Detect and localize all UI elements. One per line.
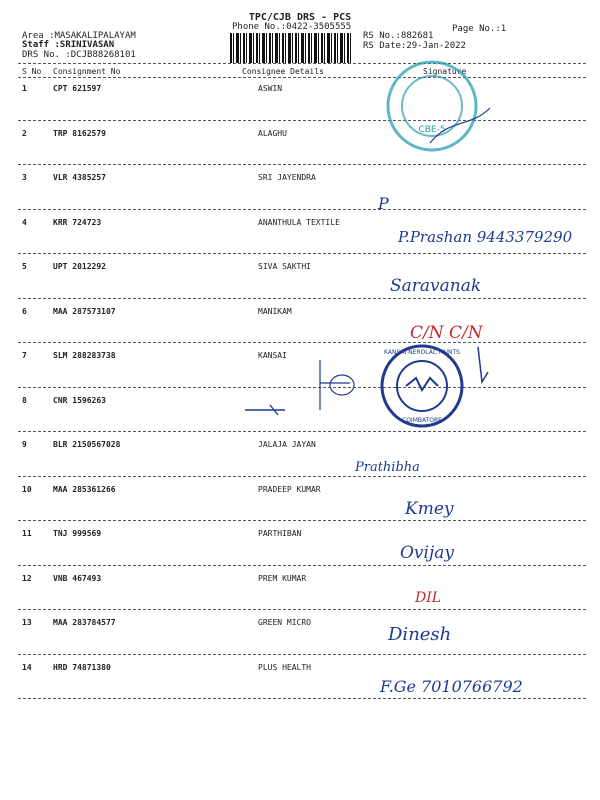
row-divider <box>18 654 586 655</box>
drs-number: DRS No. :DCJB88268101 <box>22 50 136 60</box>
row-consignee: JALAJA JAYAN <box>258 440 316 449</box>
row-consignment: CPT 621597 <box>53 84 102 93</box>
row-signature: Prathibha <box>355 460 420 475</box>
stamp-label: CBE-5 <box>418 125 446 135</box>
row-sno: 5 <box>22 262 27 271</box>
barcode <box>230 33 352 63</box>
row-consignment: HRD 74871380 <box>53 662 111 672</box>
row-divider <box>18 120 586 121</box>
row-signature: P <box>378 194 389 213</box>
kansai-stamp <box>378 342 508 432</box>
row-sno: 13 <box>22 618 32 627</box>
row-sno: 3 <box>22 173 27 182</box>
row-sno: 12 <box>22 573 32 583</box>
row-divider <box>18 520 586 521</box>
column-header-sno: S No <box>22 67 42 76</box>
row-consignment: MAA 285361266 <box>53 484 116 494</box>
row-signature: Dinesh <box>388 624 452 645</box>
row-signature: DIL <box>415 589 442 606</box>
stamp-label: KANSAI NEROLAC PAINTS <box>384 349 460 356</box>
row-consignee: SRI JAYENDRA <box>258 173 316 182</box>
row-divider <box>18 209 586 210</box>
stamp-sublabel: COIMBATORE <box>402 417 442 424</box>
row-divider <box>18 698 586 699</box>
row-signature: F.Ge 7010766792 <box>380 676 523 696</box>
page-number: Page No.:1 <box>452 24 507 34</box>
row-sno: 9 <box>22 440 27 449</box>
row-consignment: TNJ 999569 <box>53 529 102 538</box>
row-consignee: PREM KUMAR <box>258 573 307 583</box>
divider <box>18 77 586 78</box>
row-sno: 7 <box>22 351 27 360</box>
row-sno: 6 <box>22 306 27 316</box>
row-sno: 1 <box>22 84 27 93</box>
row-consignment: CNR 1596263 <box>53 395 106 405</box>
row-consignee: GREEN MICRO <box>258 618 311 627</box>
row-consignment: TRP 8162579 <box>53 128 106 138</box>
column-header-signature: Signature <box>423 67 467 76</box>
row-consignee: SIVA SAKTHI <box>258 262 311 271</box>
row-sno: 4 <box>22 217 27 227</box>
column-header-consignee: Consignee Details <box>242 67 324 76</box>
row-consignment: SLM 288283738 <box>53 351 116 360</box>
row-consignment: MAA 287573107 <box>53 306 116 316</box>
rs-date: RS Date:29-Jan-2022 <box>363 41 466 51</box>
row-sno: 14 <box>22 662 32 672</box>
row-sno: 8 <box>22 395 27 405</box>
row-divider <box>18 609 586 610</box>
row-consignment: UPT 2012292 <box>53 262 106 271</box>
row-signature: Ovijay <box>400 543 454 563</box>
row-consignee: ASWIN <box>258 84 283 93</box>
company-stamp <box>380 58 500 158</box>
row-consignee: ANANTHULA TEXTILE <box>258 217 340 227</box>
row-sno: 10 <box>22 484 32 494</box>
row-consignee: PARTHIBAN <box>258 529 302 538</box>
row-signature: Saravanak <box>390 276 482 296</box>
row-divider <box>18 476 586 477</box>
row-divider <box>18 253 586 254</box>
row-consignee: MANIKAM <box>258 306 292 316</box>
row-signature: P.Prashan 9443379290 <box>398 227 573 246</box>
row-signature: C/N C/N <box>410 322 483 343</box>
column-header-consignment: Consignment No <box>53 67 121 76</box>
row-consignee: PRADEEP KUMAR <box>258 484 321 494</box>
row-consignment: BLR 2150567028 <box>53 440 121 449</box>
row-divider <box>18 164 586 165</box>
handwritten-mark <box>240 355 360 425</box>
area-label: Area :MASAKALIPALAYAM <box>22 31 136 41</box>
row-sno: 2 <box>22 128 27 138</box>
row-consignment: KRR 724723 <box>53 217 102 227</box>
divider <box>18 63 586 64</box>
rs-number: RS No.:882681 <box>363 31 434 41</box>
row-consignee: ALAGHU <box>258 128 287 138</box>
row-divider <box>18 298 586 299</box>
document-title: TPC/CJB DRS - PCS <box>248 12 352 23</box>
phone-number: Phone No.:0422-3505555 <box>232 22 352 32</box>
row-consignee: KANSAI <box>258 351 287 360</box>
row-consignment: MAA 283784577 <box>53 618 116 627</box>
staff-label: Staff :SRINIVASAN <box>22 40 115 50</box>
row-divider <box>18 565 586 566</box>
row-consignment: VLR 4385257 <box>53 173 106 182</box>
row-signature: Kmey <box>405 498 454 519</box>
row-consignment: VNB 467493 <box>53 573 102 583</box>
row-sno: 11 <box>22 529 32 538</box>
row-consignee: PLUS HEALTH <box>258 662 311 672</box>
